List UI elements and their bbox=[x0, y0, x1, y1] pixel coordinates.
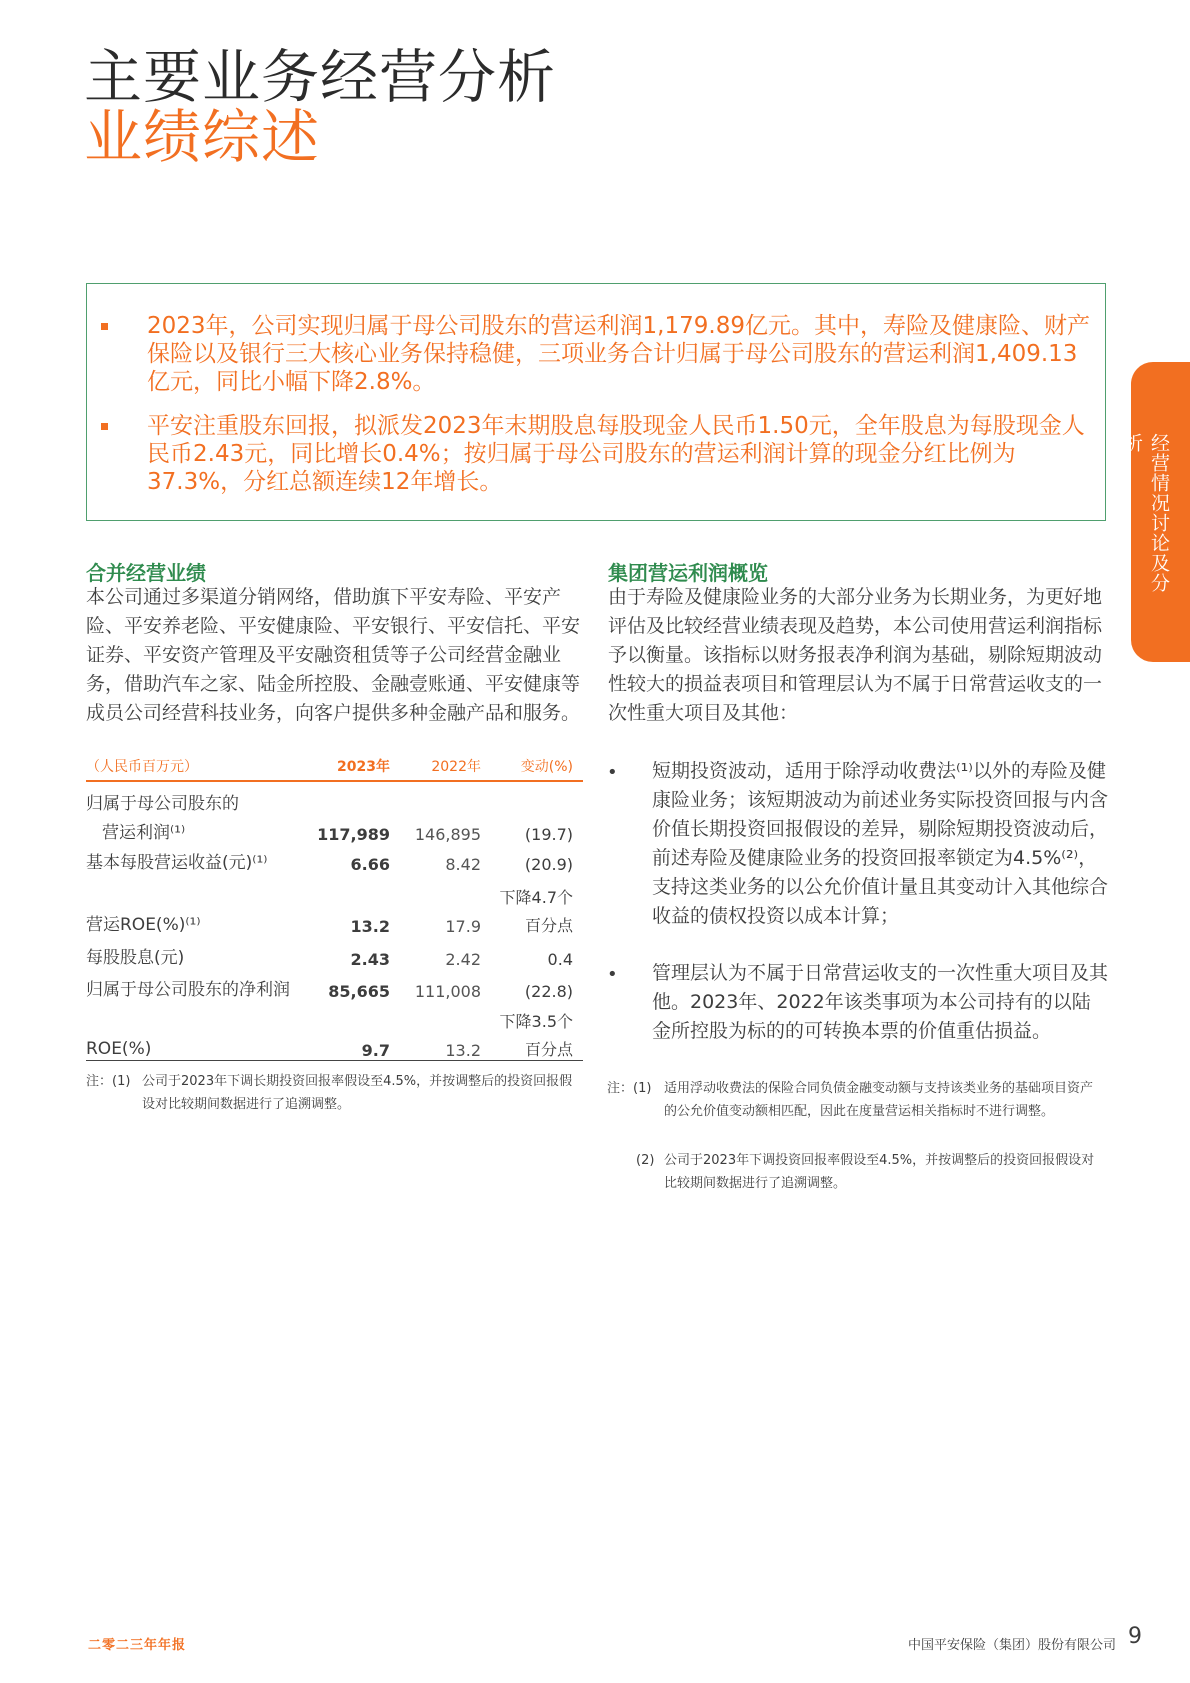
row-label: 基本每股营运收益(元)⁽¹⁾ bbox=[86, 853, 268, 873]
square-bullet-icon bbox=[101, 323, 108, 330]
table-row bbox=[86, 944, 583, 974]
column-header-2023: 2023年 bbox=[337, 759, 390, 775]
cell-2022: 111,008 bbox=[414, 982, 481, 1001]
highlight-item bbox=[147, 412, 1092, 496]
consolidated-paragraph: 本公司通过多渠道分销网络，借助旗下平安寿险、平安产险、平安养老险、平安健康险、平安银行、平安信托、平安证券、平安资产管理及平安融资租赁等子公司经营金融业务，借助汽车之家、陆金所控股、金融壹账通、平安健康等成员公司经营科技业务，向客户提供多种金融产品和服务。 bbox=[86, 586, 581, 724]
page-title: 主要业务经营分析 bbox=[84, 43, 557, 111]
row-label: 归属于母公司股东的净利润 bbox=[86, 980, 290, 1000]
table-header bbox=[86, 754, 583, 782]
note-prefix: (2) bbox=[636, 1153, 655, 1168]
table-row bbox=[86, 882, 583, 942]
cell-2023: 13.2 bbox=[350, 917, 390, 936]
table-note-prefix: 注：(1) bbox=[86, 1074, 131, 1089]
highlight-text: 2023年，公司实现归属于母公司股东的营运利润1,179.89亿元。其中，寿险及健康险、财产保险以及银行三大核心业务保持稳健，三项业务合计归属于母公司股东的营运利润1,409.13亿元，同比小幅下降2.8%。 bbox=[147, 313, 1090, 395]
cell-2022: 17.9 bbox=[445, 917, 481, 936]
cell-2023: 85,665 bbox=[328, 982, 390, 1001]
highlight-text: 平安注重股东回报，拟派发2023年末期股息每股现金人民币1.50元，全年股息为每股现金人民币2.43元，同比增长0.4%；按归属于母公司股东的营运利润计算的现金分红比例为37.3%，分红总额连续12年增长。 bbox=[147, 413, 1085, 495]
side-tab-label: 经营情况讨论及分析 bbox=[1121, 433, 1170, 593]
table-bottom-rule bbox=[86, 1060, 583, 1061]
cell-change: (20.9) bbox=[524, 855, 573, 874]
table-row bbox=[86, 976, 583, 1006]
row-label: 营运ROE(%)⁽¹⁾ bbox=[86, 915, 201, 935]
row-label: 归属于母公司股东的 bbox=[86, 794, 239, 814]
cell-2023: 2.43 bbox=[350, 950, 390, 969]
highlight-item bbox=[147, 312, 1092, 396]
table-row bbox=[86, 849, 583, 879]
bullet-icon: • bbox=[607, 964, 618, 985]
cell-2022: 8.42 bbox=[445, 855, 481, 874]
cell-2022: 13.2 bbox=[445, 1041, 481, 1060]
table-row bbox=[86, 790, 583, 850]
row-label: 营运利润⁽¹⁾ bbox=[102, 823, 186, 843]
operating-bullet: 管理层认为不属于日常营运收支的一次性重大项目及其他。2023年、2022年该类事项为本公司持有的以陆金所控股为标的的可转换本票的价值重估损益。 bbox=[652, 962, 1109, 1042]
cell-change: (22.8) bbox=[524, 982, 573, 1001]
row-label: ROE(%) bbox=[86, 1039, 152, 1059]
cell-change: 下降4.7个 百分点 bbox=[499, 888, 573, 935]
highlights-box bbox=[86, 283, 1106, 521]
operating-profit-paragraph: 由于寿险及健康险业务的大部分业务为长期业务，为更好地评估及比较经营业绩表现及趋势，本公司使用营运利润指标予以衡量。该指标以财务报表净利润为基础，剔除短期波动性较大的损益表项目和管理层认为不属于日常营运收支的一次性重大项目及其他： bbox=[608, 586, 1103, 724]
note-prefix: 注：(1) bbox=[607, 1081, 652, 1096]
footer-report-name: 二零二三年年报 bbox=[88, 1638, 187, 1653]
column-header-change: 变动(%) bbox=[520, 759, 573, 775]
bullet-icon: • bbox=[607, 762, 618, 783]
square-bullet-icon bbox=[101, 423, 108, 430]
cell-2022: 2.42 bbox=[445, 950, 481, 969]
section-title-operating-profit: 集团营运利润概览 bbox=[608, 561, 768, 585]
operating-bullet: 短期投资波动，适用于除浮动收费法⁽¹⁾以外的寿险及健康险业务；该短期波动为前述业务实际投资回报与内含价值长期投资回报假设的差异，剔除短期投资波动后，前述寿险及健康险业务的投资回报率锁定为4.5%⁽²⁾，支持这类业务的以公允价值计量且其变动计入其他综合收益的债权投资以成本计算； bbox=[652, 760, 1109, 927]
page-number: 9 bbox=[1128, 1624, 1142, 1649]
note-text: 公司于2023年下调投资回报率假设至4.5%，并按调整后的投资回报假设对比较期间数据进行了追溯调整。 bbox=[664, 1153, 1095, 1191]
table-unit: （人民币百万元） bbox=[86, 759, 198, 775]
column-header-2022: 2022年 bbox=[431, 759, 481, 775]
cell-change: 0.4 bbox=[547, 950, 573, 969]
note-text: 适用浮动收费法的保险合同负债金融变动额与支持该类业务的基础项目资产的公允价值变动额相匹配，因此在度量营运相关指标时不进行调整。 bbox=[664, 1081, 1094, 1119]
cell-2023: 117,989 bbox=[317, 825, 390, 844]
section-title-consolidated: 合并经营业绩 bbox=[86, 561, 206, 585]
cell-2022: 146,895 bbox=[414, 825, 481, 844]
footer-company-name: 中国平安保险（集团）股份有限公司 bbox=[908, 1638, 1117, 1653]
row-label: 每股股息(元) bbox=[86, 948, 185, 968]
table-row bbox=[86, 1006, 583, 1066]
cell-change: (19.7) bbox=[524, 825, 573, 844]
cell-2023: 6.66 bbox=[350, 855, 390, 874]
page-subtitle: 业绩综述 bbox=[84, 103, 321, 171]
cell-2023: 9.7 bbox=[361, 1041, 390, 1060]
cell-change: 下降3.5个 百分点 bbox=[499, 1012, 573, 1059]
table-note-text: 公司于2023年下调长期投资回报率假设至4.5%，并按调整后的投资回报假设对比较期间数据进行了追溯调整。 bbox=[142, 1074, 573, 1112]
